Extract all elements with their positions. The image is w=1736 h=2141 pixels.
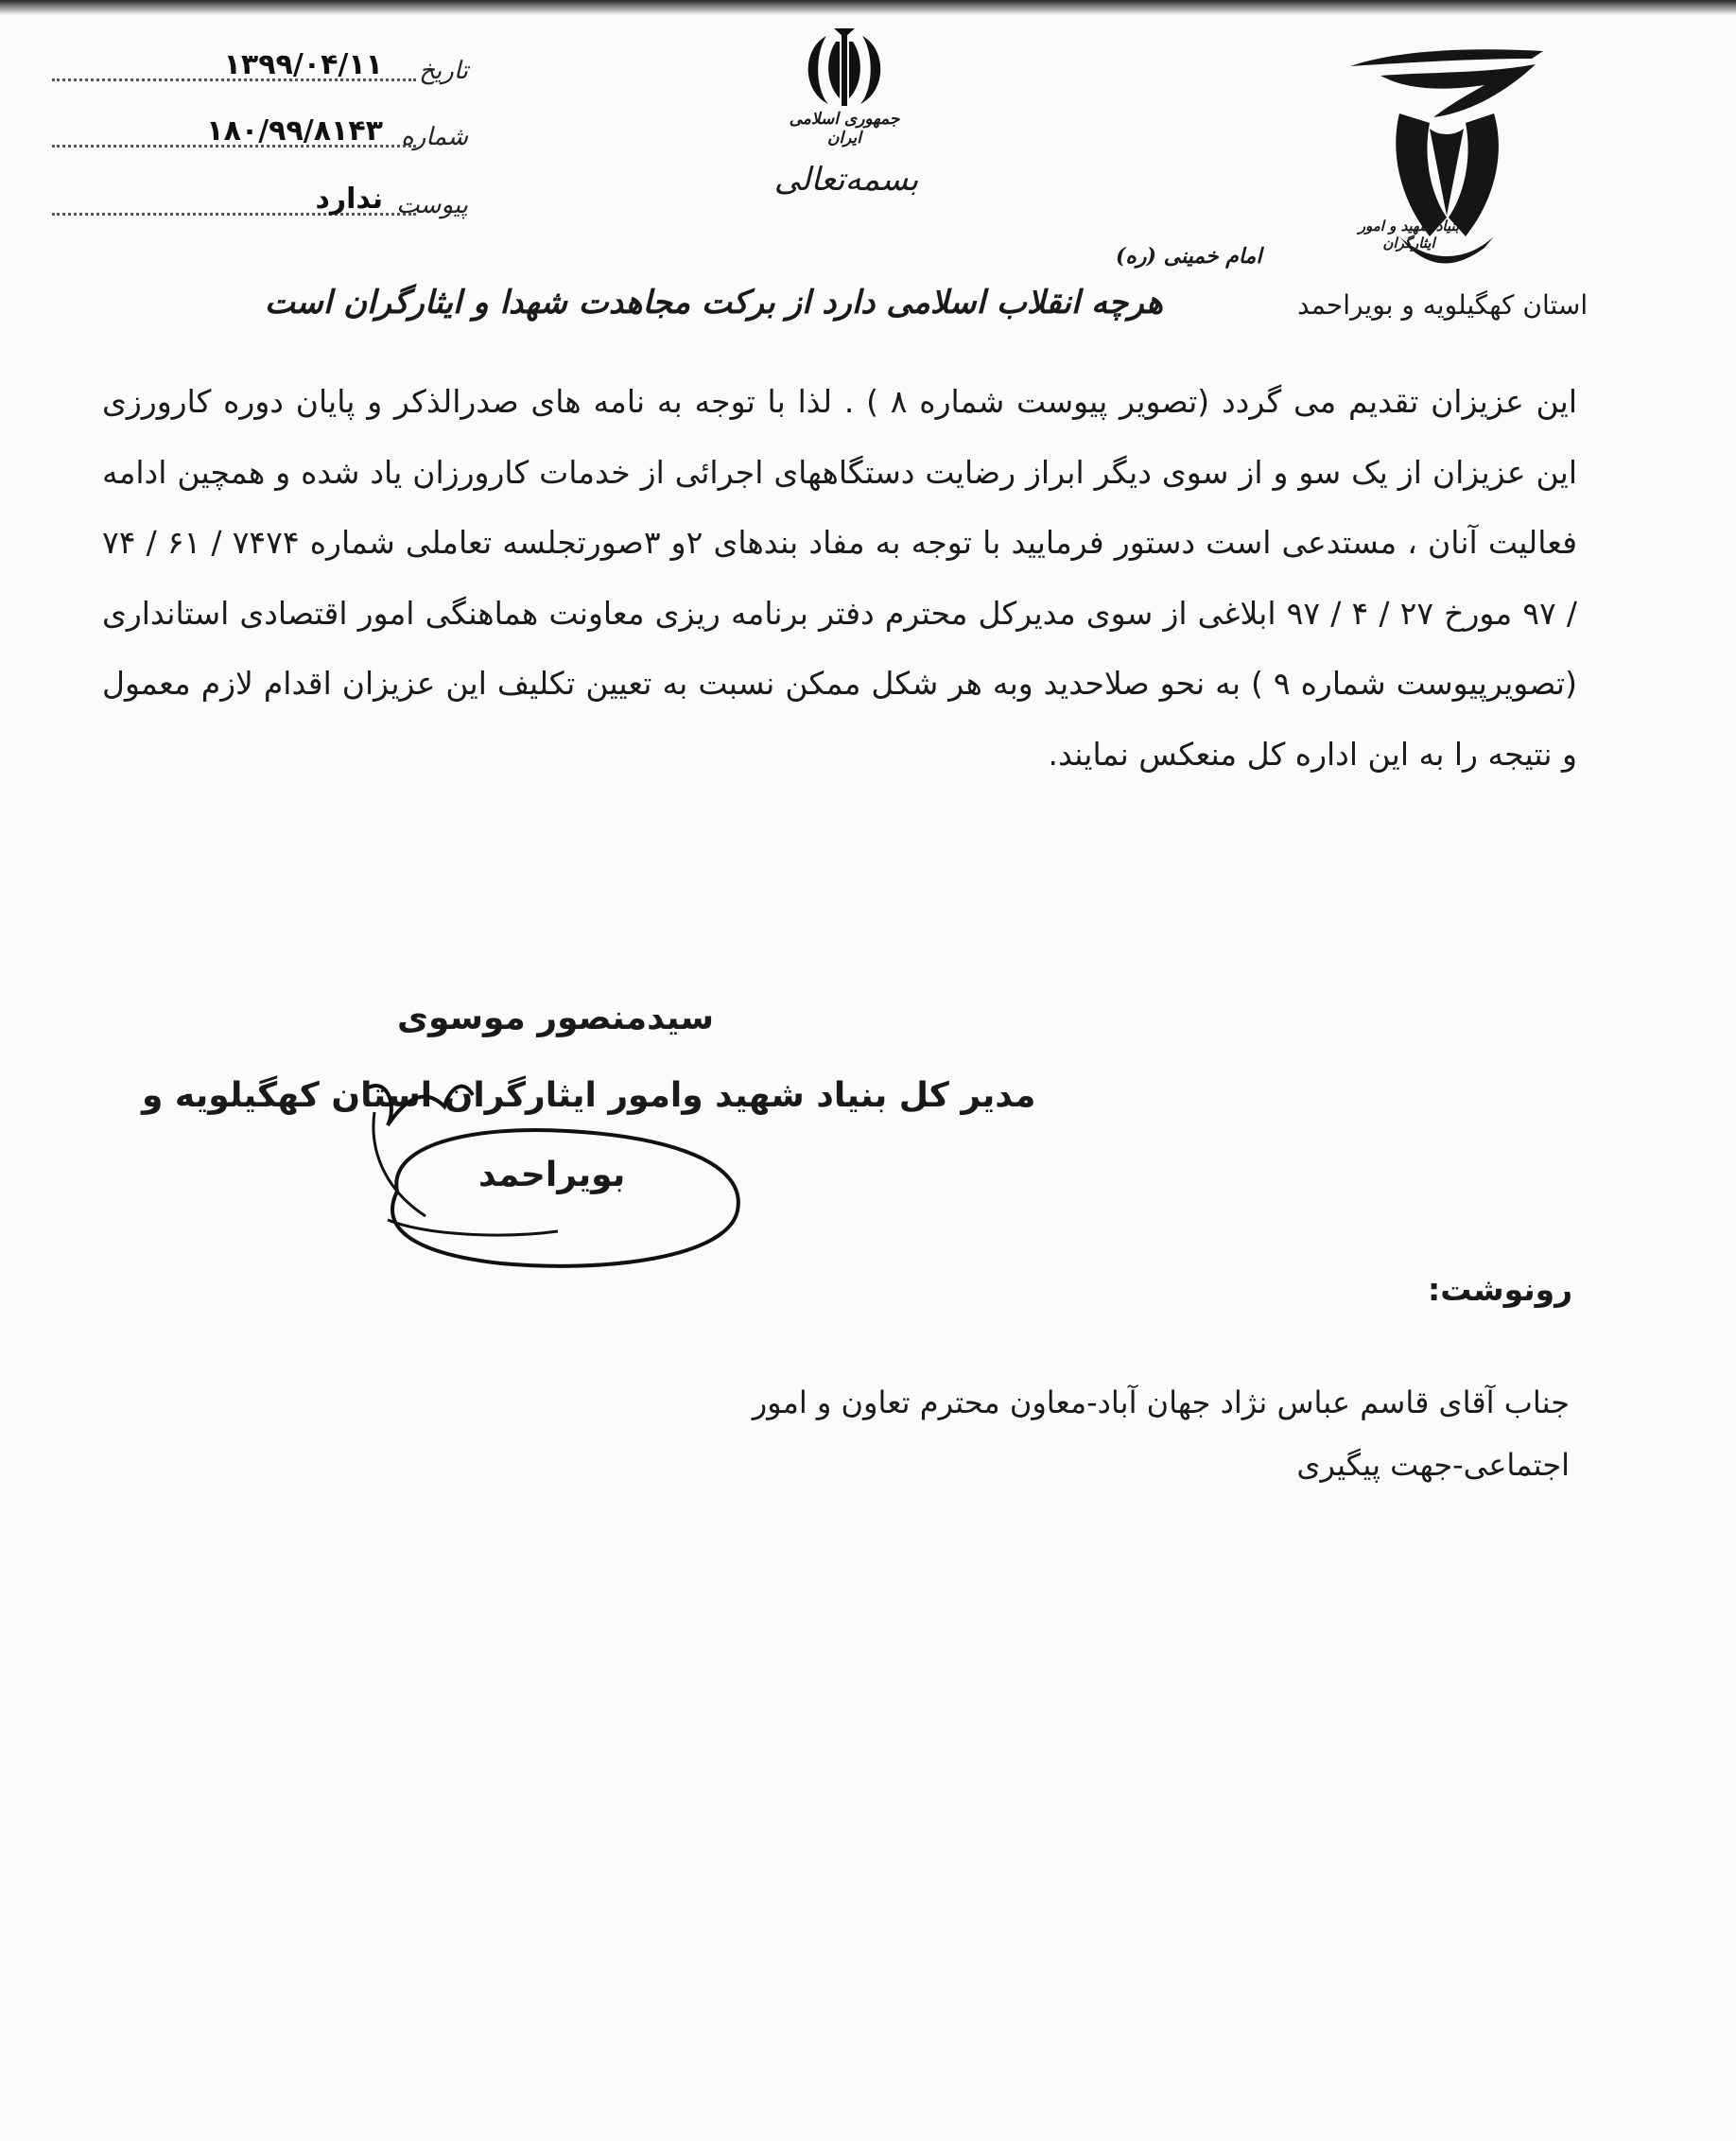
bismillah: بسمه‌تعالی bbox=[773, 161, 919, 199]
slogan: هرچه انقلاب اسلامی دارد از برکت مجاهدت شهدا و ایثارگران است bbox=[264, 284, 1163, 322]
handwritten-signature bbox=[359, 1050, 756, 1277]
cc-recipients bbox=[662, 1371, 1570, 1496]
iran-emblem-icon bbox=[792, 23, 896, 117]
date-label: تاریخ bbox=[419, 57, 468, 85]
cc-heading: رونوشت: bbox=[1428, 1271, 1573, 1308]
meta-date-row bbox=[52, 45, 468, 91]
body-paragraph: این عزیزان تقدیم می گردد (تصویر پیوست شماره ۸ ) . لذا با توجه به نامه های صدرالذکر و پایان دوره کارورزی این عزیزان از یک سو و از سوی دیگر ابراز رضایت دستگاههای اجرائی از خدمات کارورزان یاد شده و همچین ادامه فعالیت آنان ، مستدعی است دستور فرمایید با توجه به مفاد بندهای ۲و ۳صورتجلسه تعاملی شماره ۷۴۷۴ / ۶۱ / ۷۴ / ۹۷ مورخ ۲۷ / ۴ / ۹۷ ابلاغی از سوی مدیرکل محترم دفتر برنامه ریزی معاونت هماهنگی امور اقتصادی استانداری (تصویرپیوست شماره ۹ ) به نحو صلاحدید وبه هر شکل ممکن نسبت به تعیین تکلیف این عزیزان اقدام لازم معمول و نتیجه را به این اداره کل منعکس نمایند. bbox=[102, 383, 1578, 773]
cc-line-1: جناب آقای قاسم عباس نژاد جهان آباد-معاون محترم تعاون و امور bbox=[752, 1384, 1570, 1420]
letter-date: ۱۳۹۹/۰۴/۱۱ bbox=[223, 48, 383, 81]
letter-number: ۱۸۰/۹۹/۸۱۴۳ bbox=[206, 114, 383, 148]
emblem-caption: جمهوری اسلامی ایران bbox=[789, 110, 900, 148]
cc-line-2: اجتماعی-جهت پیگیری bbox=[1296, 1447, 1570, 1483]
signatory-name: سیدمنصور موسوی bbox=[397, 999, 715, 1037]
logo-caption: بنیاد شهید و امور ایثارگران bbox=[1358, 218, 1460, 252]
org-province: استان کهگیلویه و بویراحمد bbox=[1297, 289, 1588, 321]
signatory-title: مدیر کل بنیاد شهید وامور ایثارگران استان کهگیلویه و bbox=[142, 1076, 1036, 1115]
attachment-label: پیوست bbox=[396, 191, 468, 219]
meta-number-row bbox=[52, 112, 468, 157]
signatory-title-cont: بویراحمد bbox=[478, 1156, 626, 1194]
number-label: شماره bbox=[401, 123, 468, 151]
scan-edge-shadow bbox=[0, 0, 1736, 15]
slogan-attribution: امام خمینی (ره) bbox=[1116, 244, 1262, 269]
meta-attachment-row bbox=[52, 180, 468, 225]
attachment-value: ندارد bbox=[315, 183, 383, 216]
letter-body bbox=[102, 367, 1577, 790]
